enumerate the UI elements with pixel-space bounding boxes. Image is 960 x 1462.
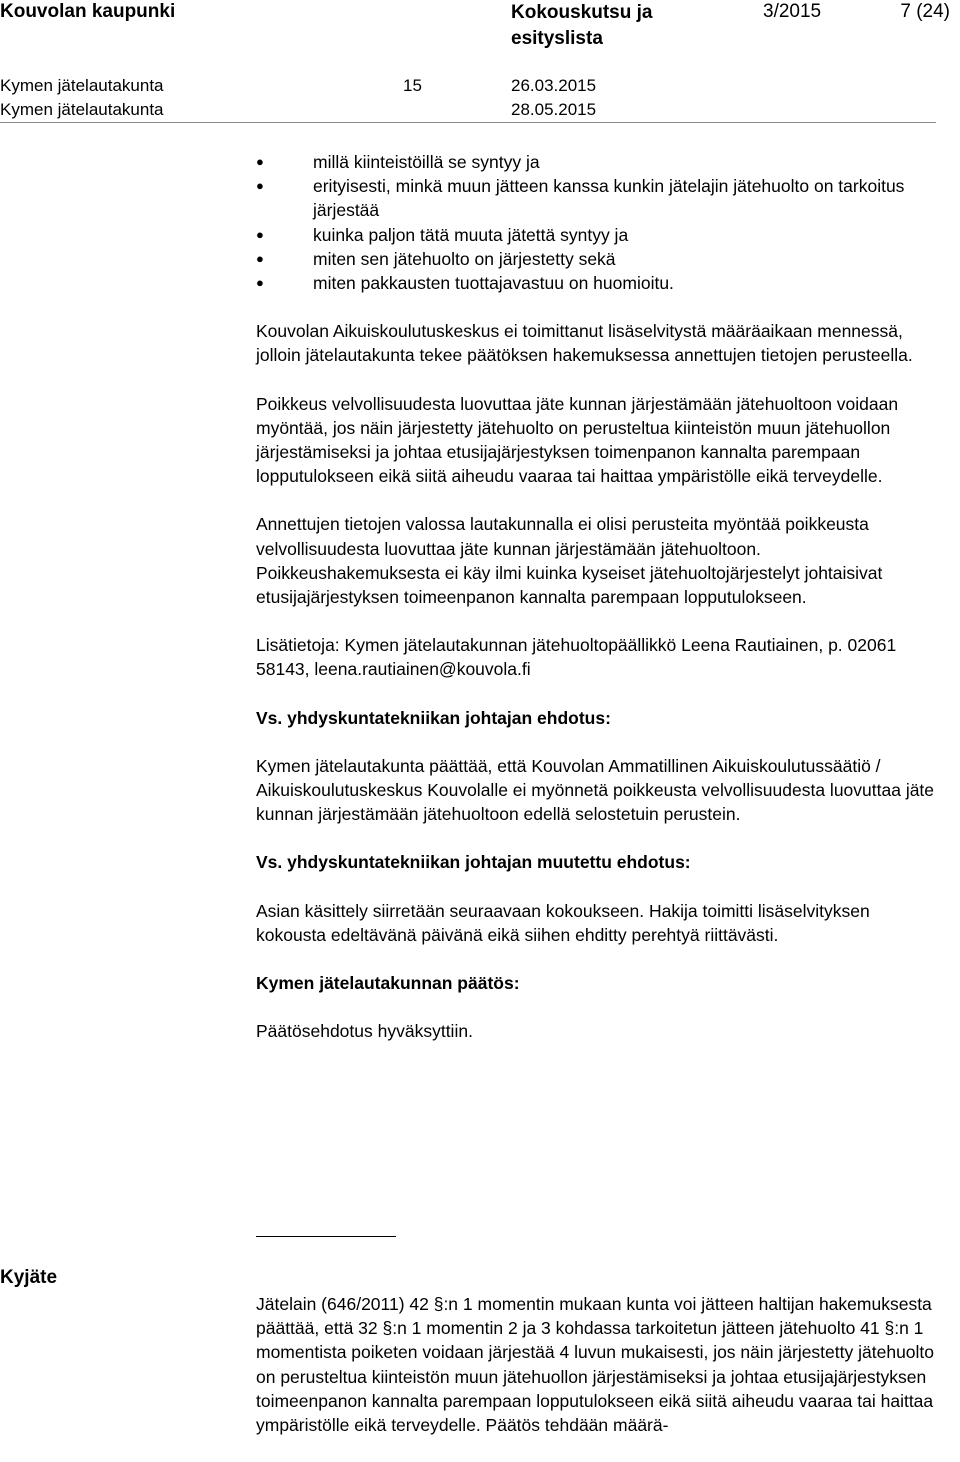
list-item: ● miten sen jätehuolto on järjestetty sekä: [256, 247, 936, 271]
list-item: ● erityisesti, minkä muun jätteen kanssa kunkin jätelajin jätehuolto on tarkoitus järjestää: [256, 176, 905, 221]
organization-name: Kouvolan kaupunki: [0, 1, 176, 22]
criteria-list: [256, 150, 936, 295]
list-item: ● millä kiinteistöillä se syntyy ja: [256, 150, 936, 174]
body-paragraph: Kouvolan Aikuiskoulutuskeskus ei toimittanut lisäselvitystä määräaikaan mennessä, jolloin jätelautakunta tekee päätöksen hakemuksessa annettujen tietojen perusteella.: [256, 321, 913, 366]
meeting-date: 26.03.2015: [511, 76, 597, 95]
header-divider: [0, 122, 936, 123]
list-item: ● miten pakkausten tuottajavastuu on huomioitu.: [256, 271, 936, 295]
section-divider: [256, 1236, 396, 1237]
appendix-text: Jätelain (646/2011) 42 §:n 1 momentin mukaan kunta voi jätteen haltijan hakemuksesta päättää, että 32 §:n 1 momentin 2 ja 3 kohdassa tarkoitetun jätteen jätehuolto 41 §:n 1 momentista poiketen voidaan järjestää 4 luvun mukaisesti, jos näin järjestetty jätehuolto on perusteltua kiinteistön muun jätehuollon järjestämiseksi ja johtaa etusijajärjestyksen toimeenpanon kannalta parempaan lopputulokseen eikä siitä aiheudu vaaraa tai haittaa ympäristölle eikä terveydelle. Päätös tehdään määrä-: [256, 1294, 935, 1436]
revised-proposal-heading: Vs. yhdyskuntatekniikan johtajan muutettu ehdotus:: [256, 852, 691, 873]
meeting-date: 28.05.2015: [511, 100, 597, 119]
meeting-board: Kymen jätelautakunta: [0, 100, 164, 119]
page-number: 7 (24): [900, 1, 950, 22]
proposal-text: Kymen jätelautakunta päättää, että Kouvolan Ammatillinen Aikuiskoulutussäätiö / Aikuiskoulutuskeskus Kouvolalle ei myönnetä poikkeusta velvollisuudesta luovuttaa jäte kunnan järjestämään jätehuoltoon edellä selostetuin perustein.: [256, 755, 935, 825]
contact-info: Lisätietoja: Kymen jätelautakunnan jätehuoltopäällikkö Leena Rautiainen, p. 02061 58143, leena.rautiainen@kouvola.fi: [256, 635, 897, 680]
document-number: 3/2015: [763, 1, 822, 22]
bullet-icon: ●: [256, 226, 264, 242]
bullet-icon: ●: [256, 178, 264, 194]
bullet-icon: ●: [256, 275, 264, 291]
body-paragraph: Annettujen tietojen valossa lautakunnalla ei olisi perusteita myöntää poikkeusta velvollisuudesta luovuttaa jäte kunnan järjestämään jätehuoltoon. Poikkeushakemuksesta ei käy ilmi kuinka kyseiset jätehuoltojärjestelyt johtaisivat etusijajärjestyksen toimeenpanon kannalta parempaan lopputulokseen.: [256, 514, 883, 608]
body-paragraph: Poikkeus velvollisuudesta luovuttaa jäte kunnan järjestämään jätehuoltoon voidaan myöntää, jos näin järjestetty jätehuolto on perusteltua kiinteistön muun jätehuollon järjestämiseksi ja johtaa etusijajärjestyksen toimenpanon kannalta parempaan lopputulokseen eikä siitä aiheudu vaaraa tai haittaa ympäristölle eikä terveydelle.: [256, 393, 899, 487]
document-title: Kokouskutsu ja esityslista: [511, 2, 653, 49]
meeting-section: 15: [403, 76, 422, 95]
decision-text: Päätösehdotus hyväksyttiin.: [256, 1021, 473, 1042]
appendix-label: Kyjäte: [0, 1267, 58, 1288]
decision-heading: Kymen jätelautakunnan päätös:: [256, 973, 520, 994]
document-body: [256, 150, 936, 1067]
list-item: ● kuinka paljon tätä muuta jätettä syntyy ja: [256, 223, 936, 247]
revised-proposal-text: Asian käsittely siirretään seuraavaan kokoukseen. Hakija toimitti lisäselvityksen kokousta edeltävänä päivänä eikä siihen ehditty perehtyä riittävästi.: [256, 900, 870, 945]
meeting-board: Kymen jätelautakunta: [0, 76, 164, 95]
bullet-icon: ●: [256, 250, 264, 266]
proposal-heading: Vs. yhdyskuntatekniikan johtajan ehdotus:: [256, 707, 611, 728]
bullet-icon: ●: [256, 154, 264, 169]
